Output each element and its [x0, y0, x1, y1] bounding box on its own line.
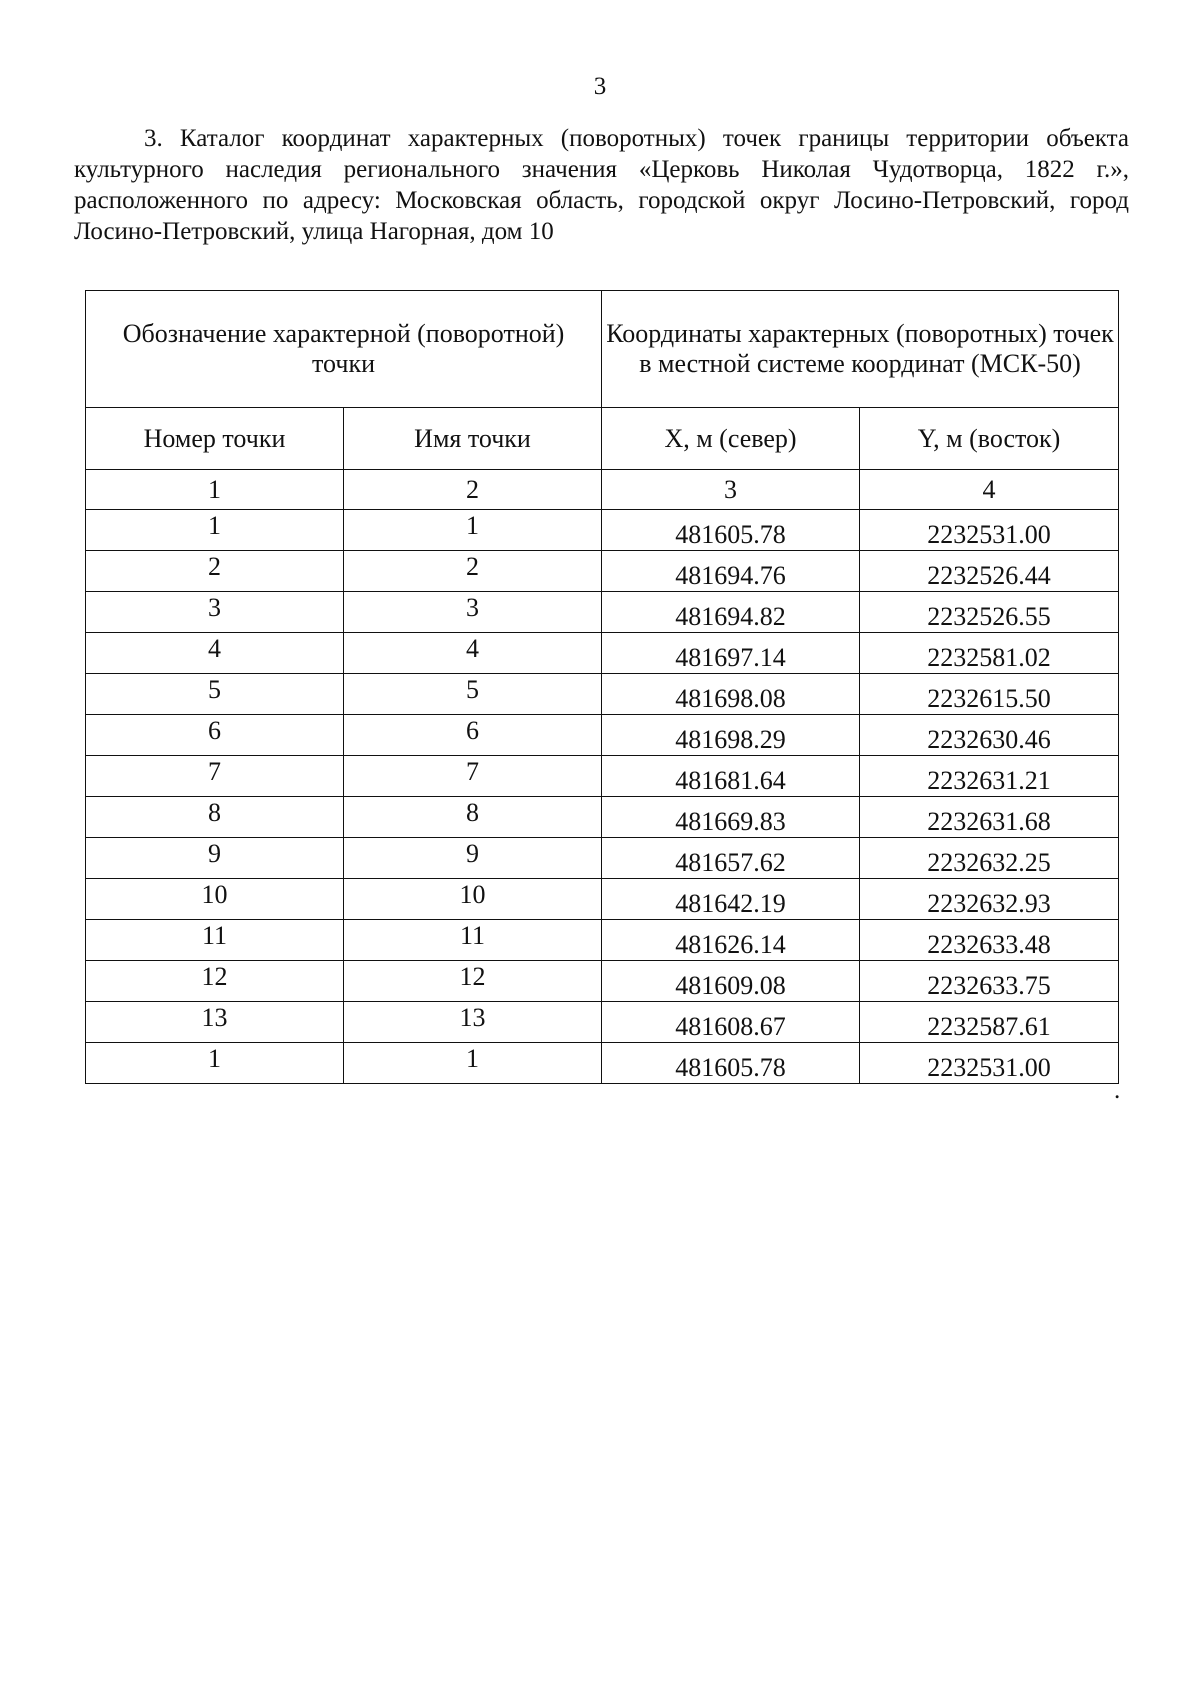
- cell-point-number: 3: [86, 592, 344, 633]
- coordinates-table: [85, 290, 1119, 1084]
- header-point-name: Имя точки: [344, 408, 602, 470]
- cell-x-coordinate: 481669.83: [602, 797, 860, 838]
- column-number: 1: [86, 470, 344, 510]
- cell-y-coordinate: 2232633.75: [860, 961, 1119, 1002]
- cell-point-name: 4: [344, 633, 602, 674]
- cell-x-coordinate: 481694.82: [602, 592, 860, 633]
- cell-y-coordinate: 2232630.46: [860, 715, 1119, 756]
- cell-y-coordinate: 2232526.55: [860, 592, 1119, 633]
- cell-x-coordinate: 481608.67: [602, 1002, 860, 1043]
- table-row: [86, 551, 1119, 592]
- header-x-north: X, м (север): [602, 408, 860, 470]
- cell-point-name: 9: [344, 838, 602, 879]
- cell-point-number: 1: [86, 510, 344, 551]
- cell-point-number: 7: [86, 756, 344, 797]
- cell-point-name: 12: [344, 961, 602, 1002]
- cell-x-coordinate: 481642.19: [602, 879, 860, 920]
- cell-y-coordinate: 2232531.00: [860, 510, 1119, 551]
- cell-y-coordinate: 2232587.61: [860, 1002, 1119, 1043]
- cell-point-name: 10: [344, 879, 602, 920]
- cell-x-coordinate: 481681.64: [602, 756, 860, 797]
- cell-point-number: 10: [86, 879, 344, 920]
- table-row: [86, 715, 1119, 756]
- cell-point-name: 2: [344, 551, 602, 592]
- cell-x-coordinate: 481694.76: [602, 551, 860, 592]
- cell-point-name: 5: [344, 674, 602, 715]
- cell-point-number: 6: [86, 715, 344, 756]
- table-row: [86, 1043, 1119, 1084]
- cell-x-coordinate: 481697.14: [602, 633, 860, 674]
- cell-point-number: 8: [86, 797, 344, 838]
- table-header-group-row: [86, 291, 1119, 408]
- header-point-designation: Обозначение характерной (поворотной) точки: [86, 291, 602, 408]
- cell-y-coordinate: 2232632.25: [860, 838, 1119, 879]
- table-row: [86, 879, 1119, 920]
- cell-point-name: 8: [344, 797, 602, 838]
- cell-y-coordinate: 2232526.44: [860, 551, 1119, 592]
- cell-x-coordinate: 481626.14: [602, 920, 860, 961]
- cell-point-name: 7: [344, 756, 602, 797]
- table-row: [86, 920, 1119, 961]
- cell-y-coordinate: 2232632.93: [860, 879, 1119, 920]
- header-y-east: Y, м (восток): [860, 408, 1119, 470]
- table-row: [86, 961, 1119, 1002]
- table-row: [86, 674, 1119, 715]
- cell-point-name: 13: [344, 1002, 602, 1043]
- column-numbers-row: [86, 470, 1119, 510]
- cell-point-name: 11: [344, 920, 602, 961]
- page-number: 3: [593, 73, 607, 100]
- cell-point-number: 2: [86, 551, 344, 592]
- cell-x-coordinate: 481657.62: [602, 838, 860, 879]
- cell-point-name: 6: [344, 715, 602, 756]
- table-row: [86, 797, 1119, 838]
- cell-point-name: 3: [344, 592, 602, 633]
- catalog-intro-paragraph: 3. Каталог координат характерных (поворотных) точек границы территории объекта культурного наследия регионального значения «Церковь Николая Чудотворца, 1822 г.», расположенного по адресу: Московская область, городской округ Лосино-Петровский, город Лосино-Петровский, улица Нагорная, дом 10: [74, 125, 1129, 245]
- cell-point-number: 4: [86, 633, 344, 674]
- cell-point-number: 13: [86, 1002, 344, 1043]
- cell-x-coordinate: 481698.08: [602, 674, 860, 715]
- cell-point-name: 1: [344, 510, 602, 551]
- cell-x-coordinate: 481698.29: [602, 715, 860, 756]
- table-header-row: [86, 408, 1119, 470]
- cell-y-coordinate: 2232581.02: [860, 633, 1119, 674]
- header-point-number: Номер точки: [86, 408, 344, 470]
- cell-y-coordinate: 2232633.48: [860, 920, 1119, 961]
- cell-x-coordinate: 481605.78: [602, 510, 860, 551]
- table-row: [86, 756, 1119, 797]
- cell-y-coordinate: 2232631.68: [860, 797, 1119, 838]
- cell-point-number: 1: [86, 1043, 344, 1084]
- table-row: [86, 838, 1119, 879]
- cell-point-number: 9: [86, 838, 344, 879]
- table-row: [86, 592, 1119, 633]
- column-number: 4: [860, 470, 1119, 510]
- cell-x-coordinate: 481605.78: [602, 1043, 860, 1084]
- cell-point-name: 1: [344, 1043, 602, 1084]
- table-row: [86, 510, 1119, 551]
- header-coordinates-system: Координаты характерных (поворотных) точек в местной системе координат (МСК-50): [602, 291, 1119, 408]
- column-number: 2: [344, 470, 602, 510]
- cell-y-coordinate: 2232531.00: [860, 1043, 1119, 1084]
- cell-point-number: 12: [86, 961, 344, 1002]
- column-number: 3: [602, 470, 860, 510]
- cell-y-coordinate: 2232615.50: [860, 674, 1119, 715]
- trailing-mark: .: [1114, 1077, 1121, 1104]
- cell-y-coordinate: 2232631.21: [860, 756, 1119, 797]
- table-row: [86, 1002, 1119, 1043]
- table-row: [86, 633, 1119, 674]
- cell-x-coordinate: 481609.08: [602, 961, 860, 1002]
- cell-point-number: 5: [86, 674, 344, 715]
- cell-point-number: 11: [86, 920, 344, 961]
